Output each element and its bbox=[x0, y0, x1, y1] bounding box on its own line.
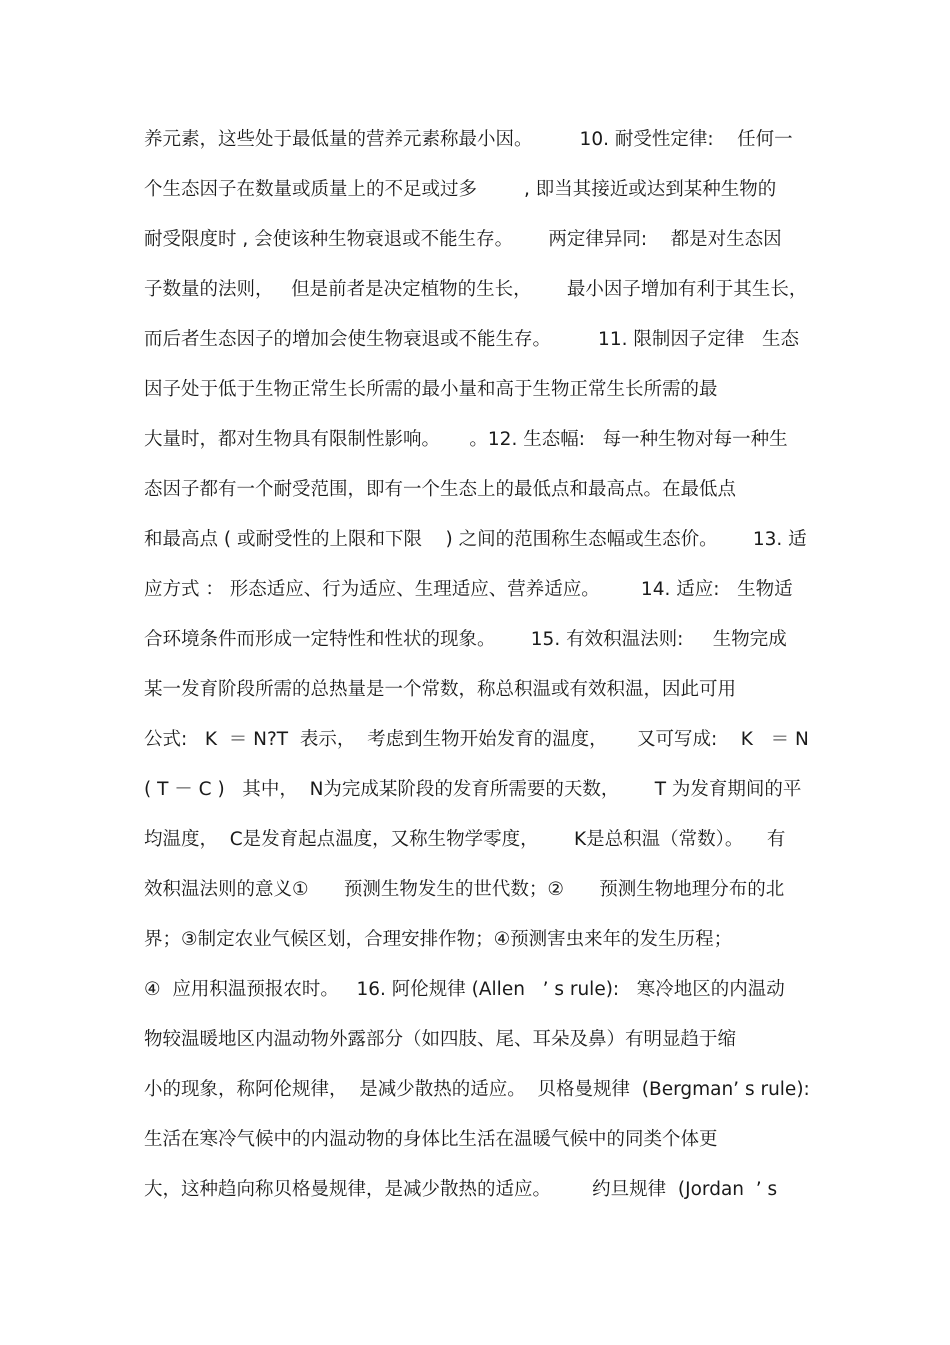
text-line: 因子处于低于生物正常生长所需的最小量和高于生物正常生长所需的最 bbox=[144, 379, 718, 400]
text-line: 效积温法则的意义① 预测生物发生的世代数；② 预测生物地理分布的北 bbox=[144, 879, 785, 900]
text-line: 和最高点 ( 或耐受性的上限和下限 ) 之间的范围称生态幅或生态价。 13. 适 bbox=[144, 529, 807, 550]
text-line: 合环境条件而形成一定特性和性状的现象。 15. 有效积温法则: 生物完成 bbox=[144, 629, 787, 650]
text-line: 个生态因子在数量或质量上的不足或过多 , 即当其接近或达到某种生物的 bbox=[144, 179, 777, 200]
text-line: 均温度， C是发育起点温度，又称生物学零度， K是总积温（常数）。 有 bbox=[144, 829, 786, 850]
text-line: 小的现象，称阿伦规律， 是减少散热的适应。 贝格曼规律 (Bergman’ s rule): bbox=[144, 1079, 810, 1100]
text-line: 大，这种趋向称贝格曼规律，是减少散热的适应。 约旦规律 (Jordan ’ s bbox=[144, 1179, 778, 1200]
text-line: 子数量的法则， 但是前者是决定植物的生长， 最小因子增加有利于其生长， bbox=[144, 279, 808, 300]
text-line: 某一发育阶段所需的总热量是一个常数，称总积温或有效积温，因此可用 bbox=[144, 679, 737, 700]
text-line: 应方式 ： 形态适应、行为适应、生理适应、营养适应。 14. 适应: 生物适 bbox=[144, 579, 793, 600]
text-line: 公式: K ＝ N?T 表示， 考虑到生物开始发育的温度， 又可写成: K ＝ N bbox=[144, 729, 809, 750]
text-line: 生活在寒冷气候中的内温动物的身体比生活在温暖气候中的同类个体更 bbox=[144, 1129, 718, 1150]
text-line: 耐受限度时 , 会使该种生物衰退或不能生存。 两定律异同: 都是对生态因 bbox=[144, 229, 782, 250]
text-line: 大量时，都对生物具有限制性影响。 。12. 生态幅: 每一种生物对每一种生 bbox=[144, 429, 788, 450]
text-line: 界；③制定农业气候区划，合理安排作物；④预测害虫来年的发生历程； bbox=[144, 929, 733, 950]
text-line: ④ 应用积温预报农时。 16. 阿伦规律 (Allen ’ s rule): 寒冷地区的内温动 bbox=[144, 979, 785, 1000]
text-line: 物较温暖地区内温动物外露部分（如四肢、尾、耳朵及鼻）有明显趋于缩 bbox=[144, 1029, 737, 1050]
text-line: 而后者生态因子的增加会使生物衰退或不能生存。 11. 限制因子定律 生态 bbox=[144, 329, 799, 350]
text-line: ( T － C ) 其中， N为完成某阶段的发育所需要的天数， T 为发育期间的平 bbox=[144, 779, 802, 800]
text-line: 养元素，这些处于最低量的营养元素称最小因。 10. 耐受性定律: 任何一 bbox=[144, 129, 793, 150]
text-line: 态因子都有一个耐受范围，即有一个生态上的最低点和最高点。在最低点 bbox=[144, 479, 737, 500]
